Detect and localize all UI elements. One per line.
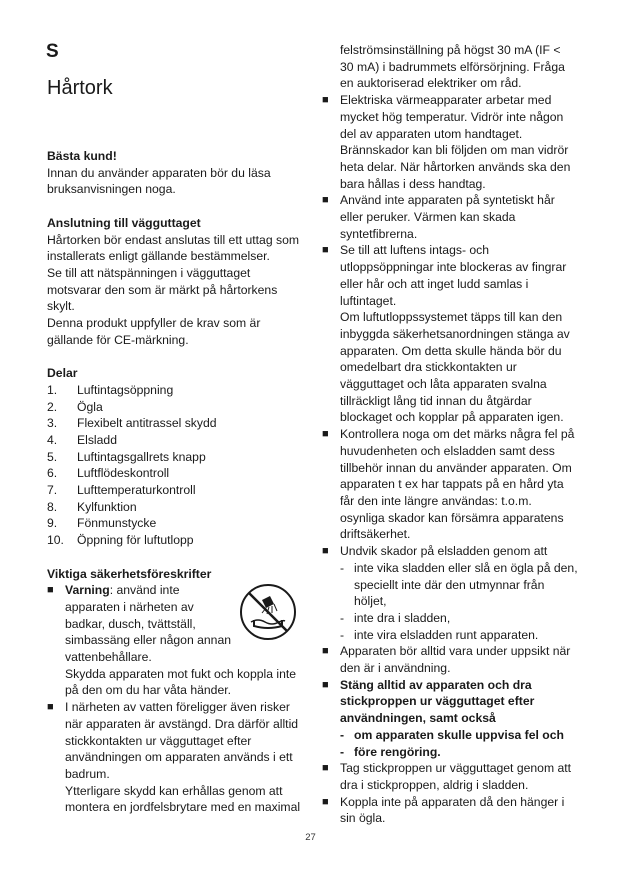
bullet-square-icon: ■ <box>322 244 329 257</box>
bullet-square-icon: ■ <box>322 762 329 775</box>
bullet-square-icon: ■ <box>322 194 329 207</box>
warning-label: Varning <box>65 583 110 598</box>
unplug-bullet: ■ Stäng alltid av apparaten och dra stickproppen ur vägguttaget efter användningen, samt också - om apparaten skulle uppvisa fel och - före rengöring. <box>322 677 580 761</box>
connection-line: gällande för CE-märkning. <box>47 332 189 347</box>
list-item: 5. Luftintagsgallrets knapp <box>47 449 206 464</box>
bullet-square-icon: ■ <box>322 94 329 107</box>
left-column <box>47 148 307 816</box>
no-water-warning-icon <box>238 582 298 642</box>
bullet-square-icon: ■ <box>322 545 329 558</box>
bullet-square-icon: ■ <box>47 584 54 597</box>
connection-line: Se till att nätspänningen i vägguttaget <box>47 265 251 280</box>
right-column: felströmsinställning på högst 30 mA (IF < 30 mA) i badrummets elförsörjning. Fråga en auktoriserad elektriker om råd. ■ Elektriska värmeapparater arbetar med mycket hög temperatur. Vidrör inte någon del av apparaten utom handtaget. Brännskador kan bli följden om man vidrör heta delar. När hårtorken används ska den bara hållas i dess handtag. ■ Använd inte apparaten på syntetiskt hår eller peruker. Värmen kan skada syntetfibrerna. ■ Se till att luftens intags- och utloppsöppningar inte blockeras av fingrar eller hår och att inget ludd samlas i luftintaget. Om luftutloppssystemet täpps till kan den inbyggda säkerhetsanordningen stänga av apparaten. Om detta skulle hända bör du omedelbart dra stickkontakten ur vägguttaget och låta apparaten svalna tillräckligt lång tid innan du åtgärdar blockaget och kopplar på apparaten igen. ■ Kontrollera noga om det märks några fel på huvudenheten och elsladden samt dess tillbehör innan du använder apparaten. Om apparaten t ex har tappats på en hård yta får den inte längre användas: t.o.m. osynliga skador kan försämra apparatens driftsäkerhet. ■ Undvik skador på elsladden genom att - inte vika sladden eller slå en ögla på den, speciellt inte där den utmynnar från höljet, - inte dra i sladden, - inte vira elsladden runt apparaten. ■ Apparaten bör alltid vara under uppsikt när den är i användning. ■ Stäng alltid av apparaten och dra stickproppen ur vägguttaget efter användningen, samt också - om apparaten skulle uppvisa fel och - före rengöring. ■ Tag stickproppen ur vägguttaget genom att dra i stickproppen, aldrig i sladden. ■ Koppla inte på apparaten då den hänger i sin ögla. <box>322 42 580 827</box>
connection-line: Hårtorken bör endast anslutas till ett uttag som <box>47 232 300 247</box>
connection-line: skylt. <box>47 299 75 314</box>
bullet-square-icon: ■ <box>322 645 329 658</box>
connection-line: motsvarar den som är märkt på hårtorkens <box>47 282 278 297</box>
parts-list <box>47 382 307 549</box>
list-item: 6. Luftflödeskontroll <box>47 466 170 481</box>
page-title: Hårtork <box>47 77 113 99</box>
check-bullet: ■ Kontrollera noga om det märks några fel på huvudenheten och elsladden samt dess tillbehör innan du använder apparaten. Om apparaten t ex har tappats på en hård yta får den inte längre användas: t.o.m. osynliga skador kan försämra apparatens driftsäkerhet. <box>322 427 575 542</box>
supervise-bullet: ■ Apparaten bör alltid vara under uppsikt när den är i användning. <box>322 644 571 676</box>
connection-line: installerats enligt gällande bestämmelser. <box>47 249 270 264</box>
safety-heading: Viktiga säkerhetsföreskrifter <box>47 566 212 581</box>
list-item: 1. Luftintagsöppning <box>47 382 174 397</box>
list-item: - om apparaten skulle uppvisa fel och <box>340 727 564 742</box>
greeting-line: bruksanvisningen noga. <box>47 182 176 197</box>
bullet-square-icon: ■ <box>322 678 329 691</box>
list-item: 4. Elsladd <box>47 432 117 447</box>
list-item: - inte vika sladden eller slå en ögla på den, speciellt inte där den utmynnar från höljet, <box>340 560 578 609</box>
bullet-square-icon: ■ <box>322 428 329 441</box>
page-number: 27 <box>305 832 316 843</box>
airflow-bullet: ■ Se till att luftens intags- och utloppsöppningar inte blockeras av fingrar eller hår och att inget ludd samlas i luftintaget. Om luftutloppssystemet täpps till kan den inbyggda säkerhetsanordningen stänga av apparaten. Om detta skulle hända bör du omedelbart dra stickkontakten ur vägguttaget och låta apparaten svalna tillräckligt lång tid innan du åtgärdar blockaget och kopplar på apparaten igen. <box>322 243 570 425</box>
list-item: 10. Öppning för luftutlopp <box>47 533 194 548</box>
list-item: 2. Ögla <box>47 399 103 414</box>
synthetic-bullet: ■ Använd inte apparaten på syntetiskt hår eller peruker. Värmen kan skada syntetfibrerna. <box>322 193 555 241</box>
list-item: 8. Kylfunktion <box>47 499 137 514</box>
list-item: 9. Fönmunstycke <box>47 516 157 531</box>
warning-bullet: ■ Varning: använd inte apparaten i närheten av badkar, dusch, tvättställ, simbassäng eller någon annan vattenbehållare. Skydda apparaten mot fukt och koppla inte på den om du har våta händer. <box>47 583 297 698</box>
greeting-line: Innan du använder apparaten bör du läsa <box>47 165 271 180</box>
rcd-bullet: ■ I närheten av vatten föreligger även risker när apparaten är avstängd. Dra därför alltid stickkontakten ur vägguttaget efter användningen om apparaten används i ett badrum. Ytterligare skydd kan erhållas genom att montera en jordfelsbrytare med en maximal <box>47 700 301 815</box>
list-item: - inte dra i sladden, <box>340 610 451 625</box>
parts-heading: Delar <box>47 366 78 381</box>
list-item: - före rengöring. <box>340 744 441 759</box>
language-code: S <box>46 41 60 62</box>
list-item: 3. Flexibelt antitrassel skydd <box>47 416 217 431</box>
list-item: 7. Lufttemperaturkontroll <box>47 483 196 498</box>
bullet-square-icon: ■ <box>47 701 54 714</box>
list-item: - inte vira elsladden runt apparaten. <box>340 627 539 642</box>
heat-bullet: ■ Elektriska värmeapparater arbetar med mycket hög temperatur. Vidrör inte någon del av apparaten utom handtaget. Brännskador kan bli följden om man vidrör heta delar. När hårtorken används ska den bara hållas i dess handtag. <box>322 93 571 191</box>
connection-line: Denna produkt uppfyller de krav som är <box>47 316 261 331</box>
plug-bullet: ■ Tag stickproppen ur vägguttaget genom att dra i stickproppen, aldrig i sladden. <box>322 761 572 792</box>
greeting-heading: Bästa kund! <box>47 149 117 163</box>
cord-bullet: ■ Undvik skador på elsladden genom att - inte vika sladden eller slå en ögla på den, speciellt inte där den utmynnar från höljet, - inte dra i sladden, - inte vira elsladden runt apparaten. <box>322 543 580 643</box>
bullet-square-icon: ■ <box>322 795 329 808</box>
connection-heading: Anslutning till vägguttaget <box>47 215 201 230</box>
hang-bullet: ■ Koppla inte på apparaten då den hänger i sin ögla. <box>322 794 565 826</box>
